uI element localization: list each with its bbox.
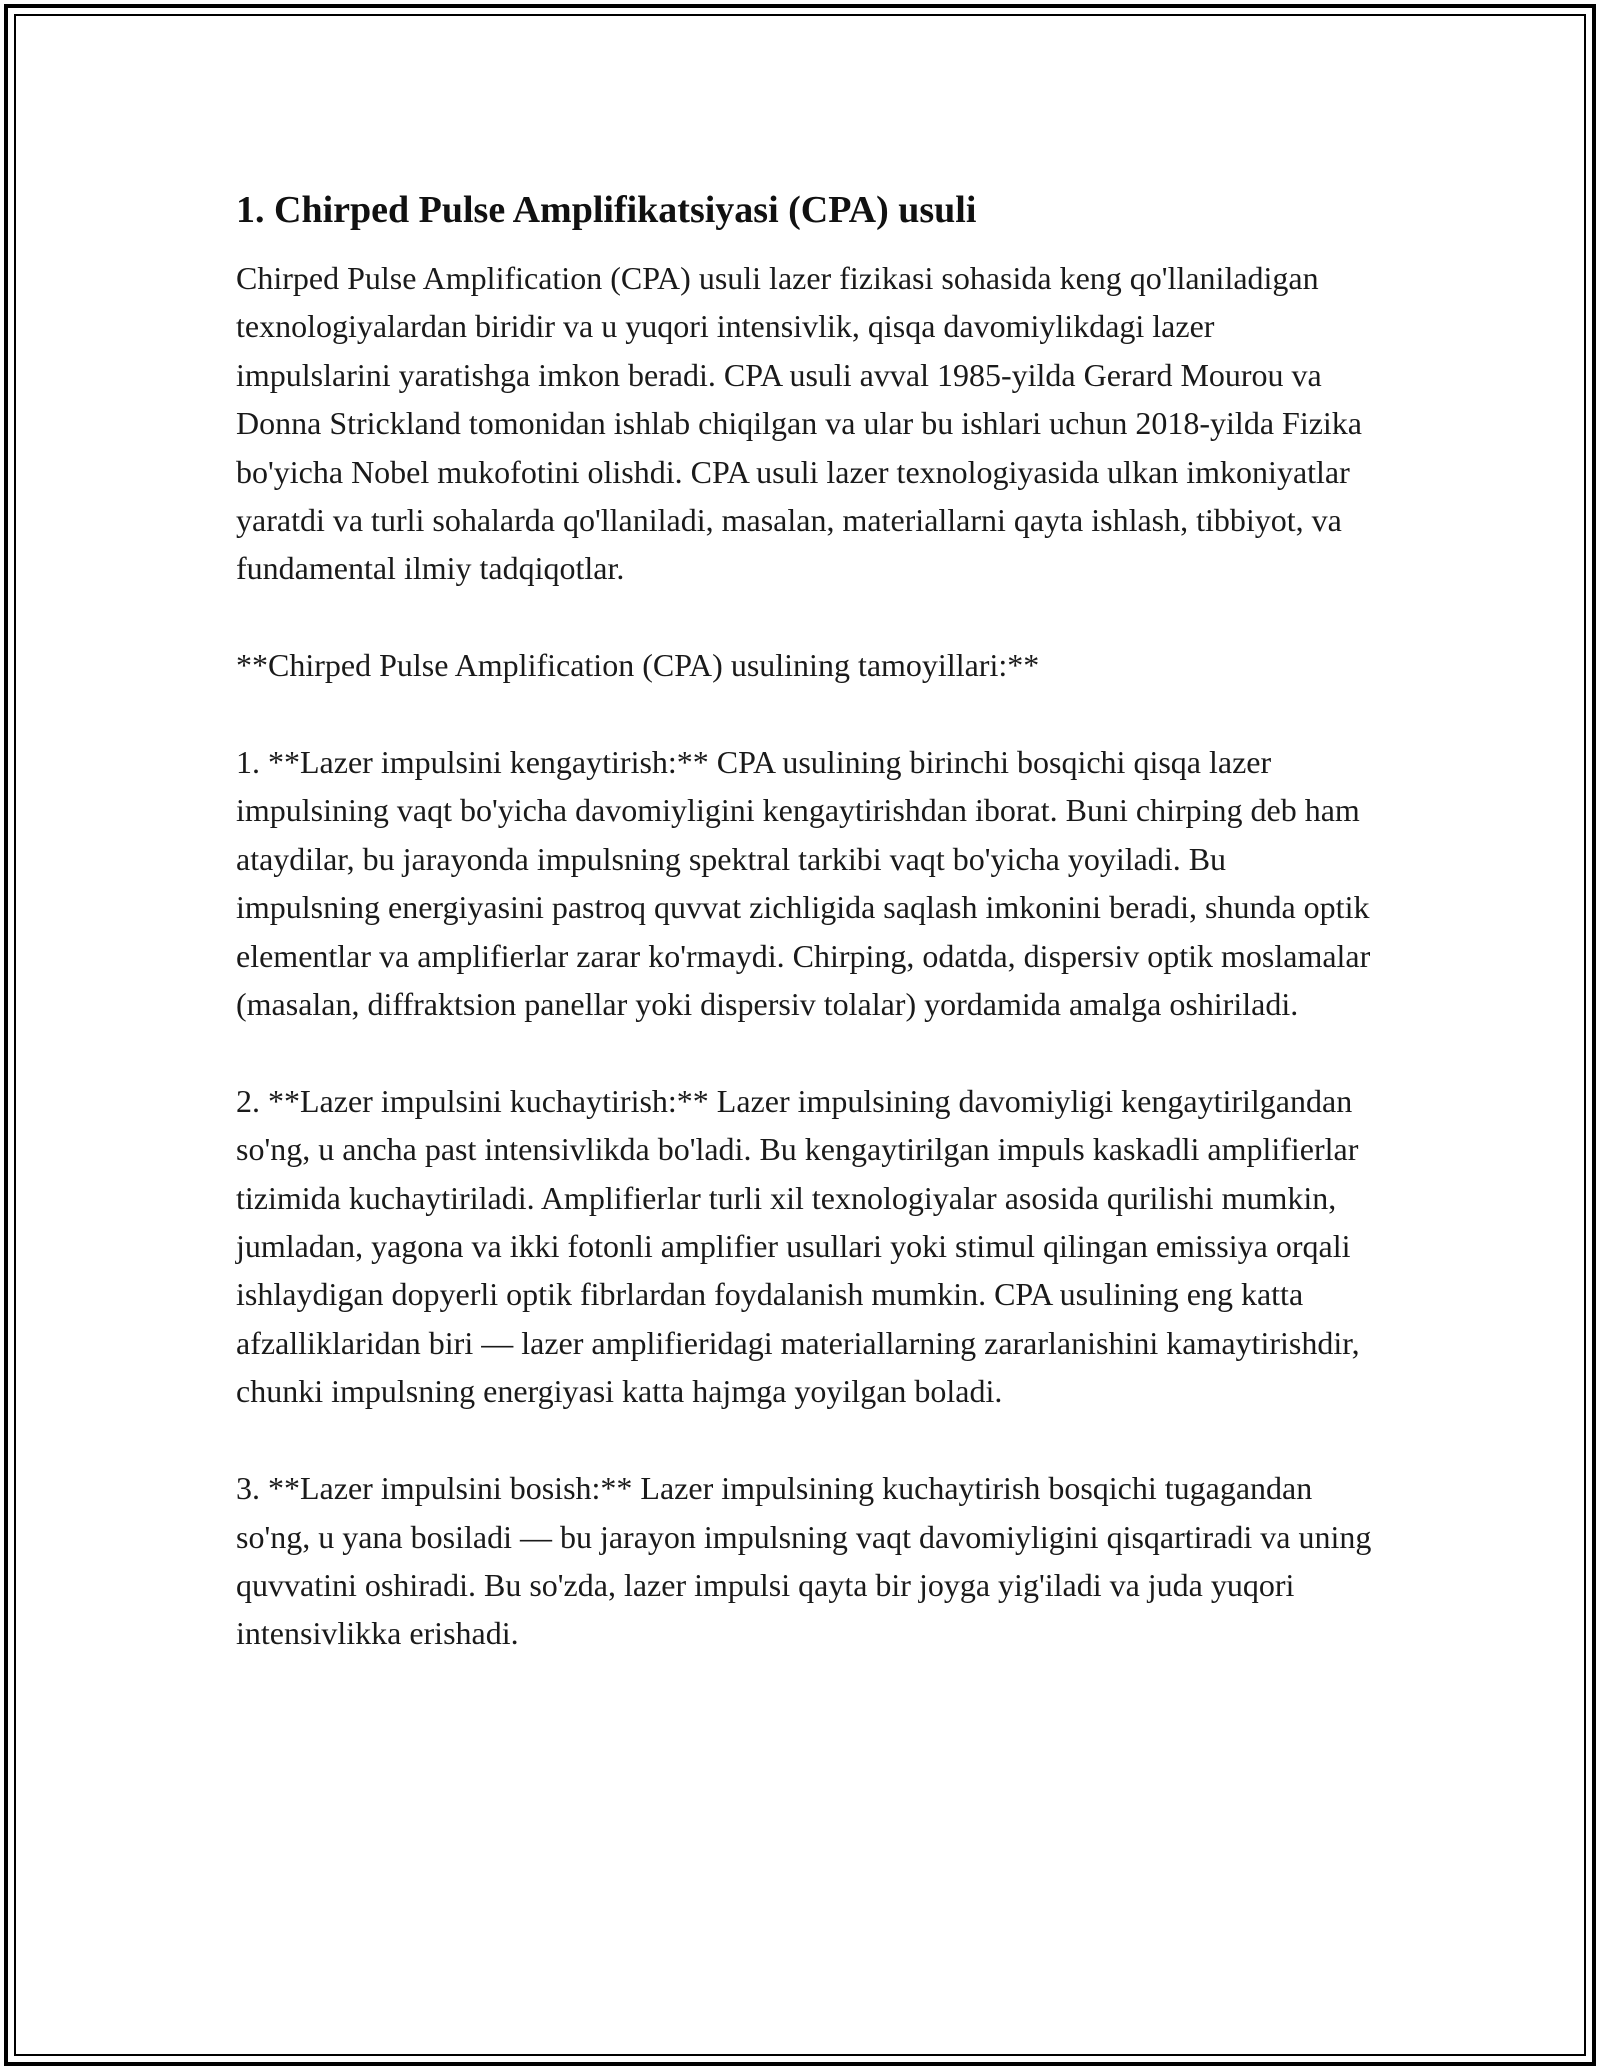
section-heading: 1. Chirped Pulse Amplifikatsiyasi (CPA) usuli [236,189,977,231]
principles-heading: **Chirped Pulse Amplification (CPA) usulining tamoyillari:** [236,647,1040,684]
document-body [236,186,1376,1658]
principle-1-paragraph: 1. **Lazer impulsini kengaytirish:** CPA usulining birinchi bosqichi qisqa lazer impulsining vaqt bo'yicha davomiyligini kengaytirishdan iborat. Buni chirping deb ham ataydilar, bu jarayonda impulsning spektral tarkibi vaqt bo'yicha yoyiladi. Bu impulsning energiyasini pastroq quvvat zichligida saqlash imkonini beradi, shunda optik elementlar va amplifierlar zarar ko'rmaydi. Chirping, odatda, dispersiv optik moslamalar (masalan, diffraktsion panellar yoki dispersiv tolalar) yordamida amalga oshiriladi. [236,744,1371,1023]
principle-2-paragraph: 2. **Lazer impulsini kuchaytirish:** Lazer impulsining davomiyligi kengaytirilgandan so'ng, u ancha past intensivlikda bo'ladi. Bu kengaytirilgan impuls kaskadli amplifierlar tizimida kuchaytiriladi. Amplifierlar turli xil texnologiyalar asosida qurilishi mumkin, jumladan, yagona va ikki fotonli amplifier usullari yoki stimul qilingan emissiya orqali ishlaydigan dopyerli optik fibrlardan foydalanish mumkin. CPA usulining eng katta afzalliklaridan biri — lazer amplifieridagi materiallarning zararlanishini kamaytirishdir, chunki impulsning energiyasi katta hajmga yoyilgan boladi. [236,1082,1360,1410]
principle-3-paragraph: 3. **Lazer impulsini bosish:** Lazer impulsining kuchaytirish bosqichi tugagandan so'ng, u yana bosiladi — bu jarayon impulsning vaqt davomiyligini qisqartiradi va uning quvvatini oshiradi. Bu so'zda, lazer impulsi qayta bir joyga yig'iladi va juda yuqori intensivlikka erishadi. [236,1470,1372,1652]
intro-paragraph: Chirped Pulse Amplification (CPA) usuli lazer fizikasi sohasida keng qo'llaniladigan texnologiyalardan biridir va u yuqori intensivlik, qisqa davomiylikdagi lazer impulslarini yaratishga imkon beradi. CPA usuli avval 1985-yilda Gerard Mourou va Donna Strickland tomonidan ishlab chiqilgan va ular bu ishlari uchun 2018-yilda Fizika bo'yicha Nobel mukofotini olishdi. CPA usuli lazer texnologiyasida ulkan imkoniyatlar yaratdi va turli sohalarda qo'llaniladi, masalan, materiallarni qayta ishlash, tibbiyot, va fundamental ilmiy tadqiqotlar. [236,260,1362,587]
